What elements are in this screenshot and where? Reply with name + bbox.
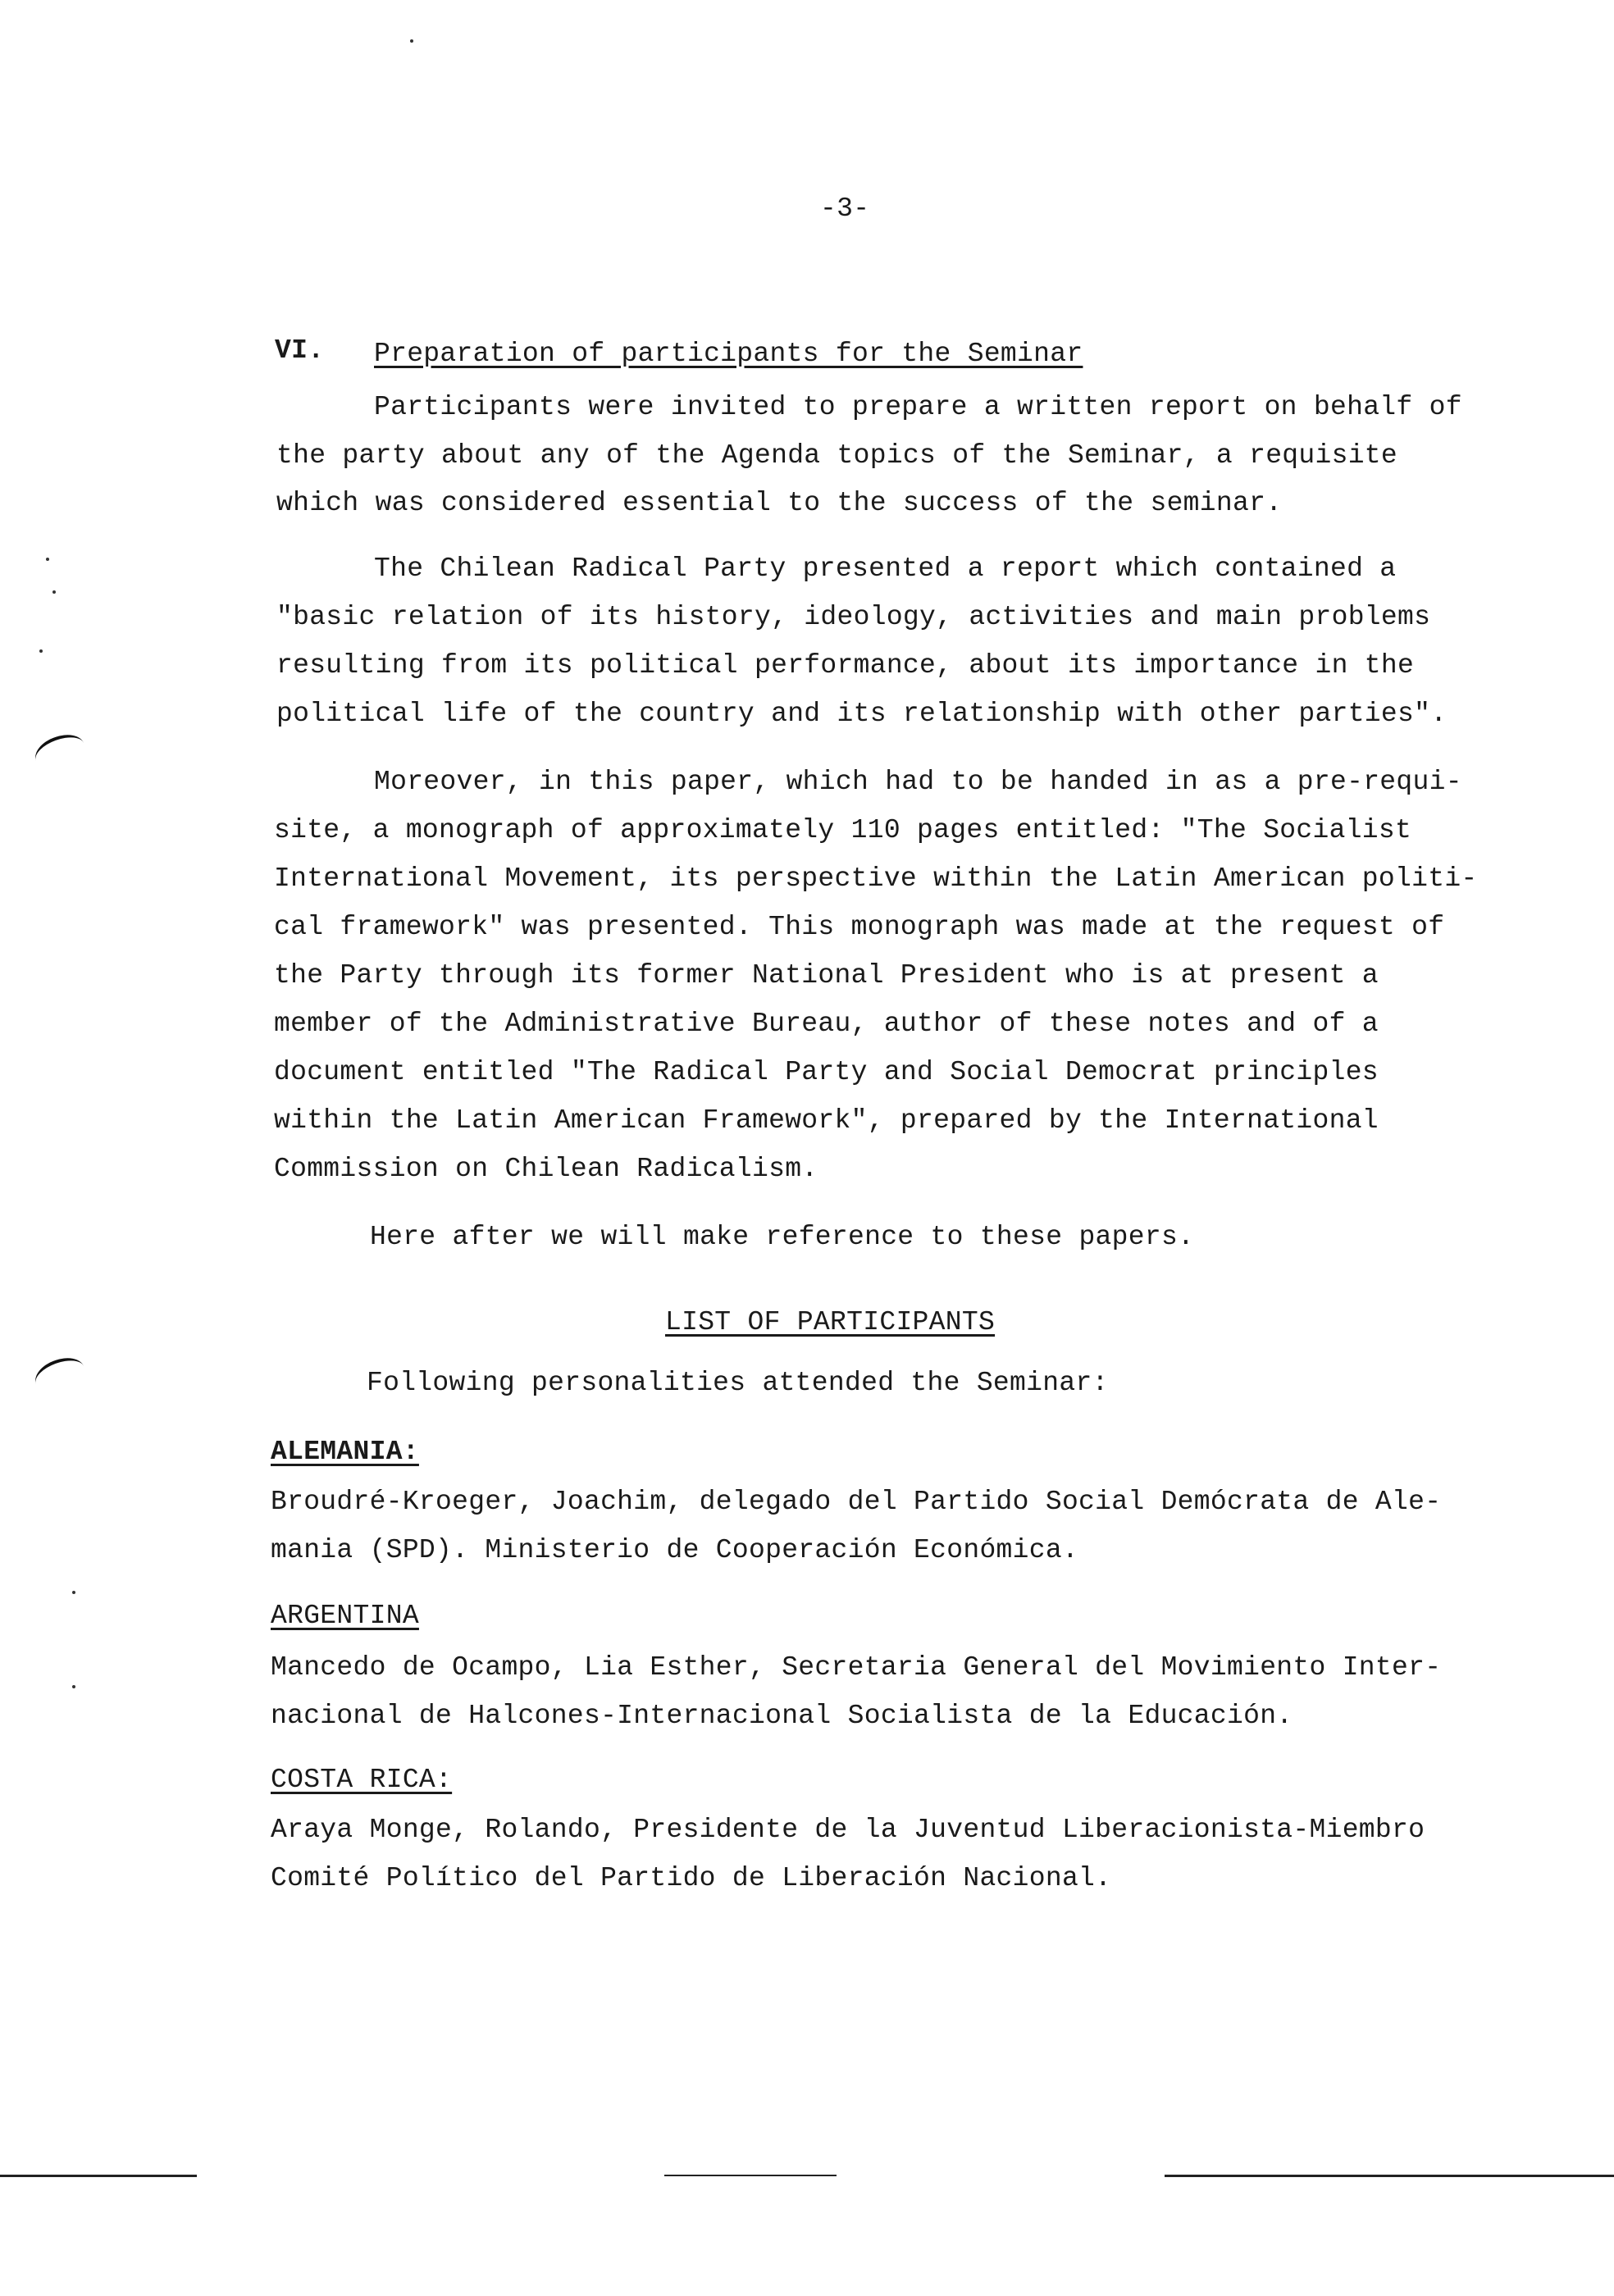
paragraph-3-line-5: the Party through its former National President who is at present a — [274, 960, 1379, 991]
paragraph-3-line-8: within the Latin American Framework", prepared by the International — [274, 1105, 1379, 1136]
participant-line: nacional de Halcones-Internacional Socialista de la Educación. — [271, 1701, 1293, 1731]
paragraph-4-line-1: Here after we will make reference to these papers. — [370, 1222, 1195, 1252]
scan-speck — [46, 558, 49, 561]
paragraph-1-line-2: the party about any of the Agenda topics of the Seminar, a requisite — [276, 440, 1398, 471]
paragraph-2-line-3: resulting from its political performance, about its importance in the — [276, 650, 1415, 681]
punch-hole-mark — [30, 729, 89, 776]
paragraph-3-line-2: site, a monograph of approximately 110 pages entitled: "The Socialist — [274, 815, 1412, 845]
paragraph-2-line-4: political life of the country and its relationship with other parties". — [276, 699, 1448, 729]
participant-line: Mancedo de Ocampo, Lia Esther, Secretaria General del Movimiento Inter- — [271, 1652, 1442, 1683]
scan-speck — [72, 1591, 75, 1594]
paragraph-3-line-7: document entitled "The Radical Party and Social Democrat principles — [274, 1057, 1379, 1087]
participant-line: Araya Monge, Rolando, Presidente de la Juventud Liberacionista-Miembro — [271, 1815, 1425, 1845]
punch-hole-mark — [30, 1352, 89, 1399]
paragraph-2-line-2: "basic relation of its history, ideology, activities and main problems — [276, 602, 1431, 632]
paragraph-3-line-3: International Movement, its perspective within the Latin American politi- — [274, 863, 1478, 894]
participants-heading: LIST OF PARTICIPANTS — [665, 1307, 996, 1337]
scan-speck — [72, 1685, 75, 1688]
page-edge-line — [0, 2175, 197, 2177]
scan-speck — [39, 649, 43, 653]
country-heading: ALEMANIA: — [271, 1437, 419, 1467]
page-edge-line — [664, 2175, 837, 2176]
section-number: VI. — [275, 335, 325, 366]
paragraph-3-line-1: Moreover, in this paper, which had to be handed in as a pre-requi- — [374, 767, 1462, 797]
page-edge-line — [1165, 2175, 1614, 2177]
paragraph-3-line-4: cal framework" was presented. This monograph was made at the request of — [274, 912, 1445, 942]
paragraph-3-line-6: member of the Administrative Bureau, author of these notes and of a — [274, 1009, 1379, 1039]
paragraph-2-line-1: The Chilean Radical Party presented a report which contained a — [374, 554, 1397, 584]
scan-speck — [410, 39, 413, 43]
country-heading: ARGENTINA — [271, 1601, 419, 1631]
participant-line: mania (SPD). Ministerio de Cooperación Económica. — [271, 1535, 1079, 1565]
scan-speck — [52, 590, 56, 594]
paragraph-3-line-9: Commission on Chilean Radicalism. — [274, 1154, 818, 1184]
participant-line: Broudré-Kroeger, Joachim, delegado del Partido Social Demócrata de Ale- — [271, 1487, 1442, 1517]
section-title: Preparation of participants for the Seminar — [374, 339, 1083, 369]
page-number: -3- — [820, 194, 870, 224]
paragraph-1-line-1: Participants were invited to prepare a written report on behalf of — [374, 392, 1462, 422]
country-heading: COSTA RICA: — [271, 1765, 453, 1795]
paragraph-1-line-3: which was considered essential to the success of the seminar. — [276, 488, 1283, 518]
participants-intro: Following personalities attended the Seminar: — [367, 1368, 1109, 1398]
participant-line: Comité Político del Partido de Liberación Nacional. — [271, 1863, 1112, 1893]
